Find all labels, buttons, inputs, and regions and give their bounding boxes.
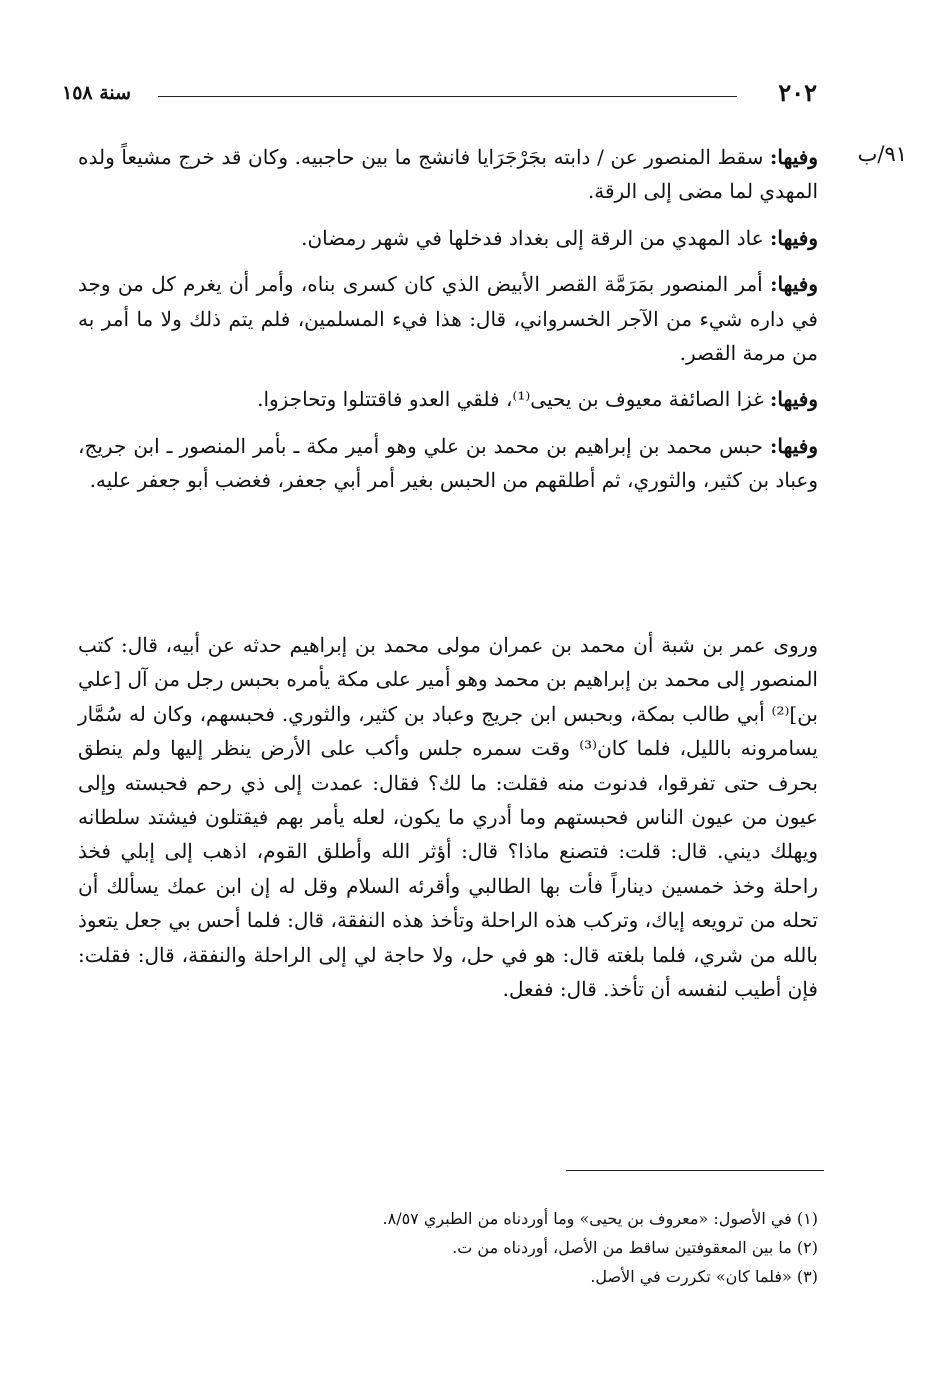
event-entry [78,221,818,255]
footnote-3: (٣) «فلما كان» تكررت في الأصل. [590,1266,818,1286]
events-list [78,140,818,510]
header-rule [158,96,737,97]
footnotes [78,1205,818,1291]
footnote-2: (٢) ما بين المعقوفتين ساقط من الأصل، أوردناه من ت. [452,1237,818,1257]
entry-text: غزا الصائفة معيوف بن يحيى⁽¹⁾، فلقي العدو فاقتتلوا وتحاجزوا. [257,387,771,412]
event-entry [78,382,818,416]
entry-lead: وفيها: [770,387,818,412]
event-entry [78,429,818,498]
event-entry [78,267,818,370]
page-number: ٢٠٢ [778,78,817,107]
running-header [62,78,817,112]
entry-text: عاد المهدي من الرقة إلى بغداد فدخلها في شهر رمضان. [301,225,771,250]
manuscript-folio-note: ٩١/ب [857,142,907,166]
entry-lead: وفيها: [770,272,819,297]
entry-lead: وفيها: [770,145,818,169]
entry-text: سقط المنصور عن / دابته بجَرْجَرَايا فانشج ما بين حاجبيه. وكان قد خرج مشيعاً ولده المهدي لما مضى إلى الرقة. [78,145,818,204]
event-entry [78,140,818,209]
entry-text: أمر المنصور بمَرَمَّة القصر الأبيض الذي كان كسرى بناه، وأمر أن يغرم كل من وجد في داره شيء من الآجر الخسرواني، قال: هذا فيء المسلمين، فلم يتم ذلك ولا ما أمر به من مرمة القصر. [78,272,818,365]
year-label: سنة ١٥٨ [62,82,132,104]
entry-lead: وفيها: [770,225,818,250]
narration-paragraph: وروى عمر بن شبة أن محمد بن عمران مولى محمد بن إبراهيم حدثه عن أبيه، قال: كتب المنصور إلى محمد بن إبراهيم بن محمد وهو أمير على مكة يأمره بحبس رجل من آل [علي بن]⁽²⁾ أبي طالب بمكة، وبحبس ابن جريج وعباد بن كثير، والثوري. فحبسهم، وكان له سُمَّار يسامرونه بالليل، فلما كان⁽³⁾ وقت سمره جلس وأكب على الأرض ينظر إليها ولم ينطق بحرف حتى تفرقوا، فدنوت منه فقلت: ما لك؟ فقال: عمدت إلى ذي رحم فحبسته وإلى عيون من عيون الناس فحبستهم وما أدري ما يكون، لعله يأمر بهم فيقتلون فيشتد سلطانه ويهلك ديني. قال: قلت: فتصنع ماذا؟ قال: أؤثر الله وأطلق القوم، اذهب إلى إبلي فخذ راحلة وخذ خمسين ديناراً فأت بها الطالبي وأقرئه السلام وقل له إن ابن عمك يسألك أن تحله من ترويعه إياك، وتركب هذه الراحلة وتأخذ هذه النفقة، قال: فلما أحس بي جعل يتعوذ بالله من شري، فلما بلغته قال: هو في حل، ولا حاجة لي إلى الراحلة والنفقة، قال: فقلت: فإن أطيب لنفسه أن تأخذ. قال: ففعل. [78,633,818,1001]
footnote-1: (١) في الأصول: «معروف بن يحيى» وما أوردناه من الطبري ٨/٥٧. [382,1209,818,1228]
entry-lead: وفيها: [770,433,818,458]
footnote-separator [566,1170,824,1171]
entry-text: حبس محمد بن إبراهيم بن محمد بن علي وهو أمير مكة ـ بأمر المنصور ـ ابن جريج، وعباد بن كثير، والثوري، ثم أطلقهم من الحبس بغير أمر أبي جعفر، فغضب أبو جعفر عليه. [78,433,818,493]
